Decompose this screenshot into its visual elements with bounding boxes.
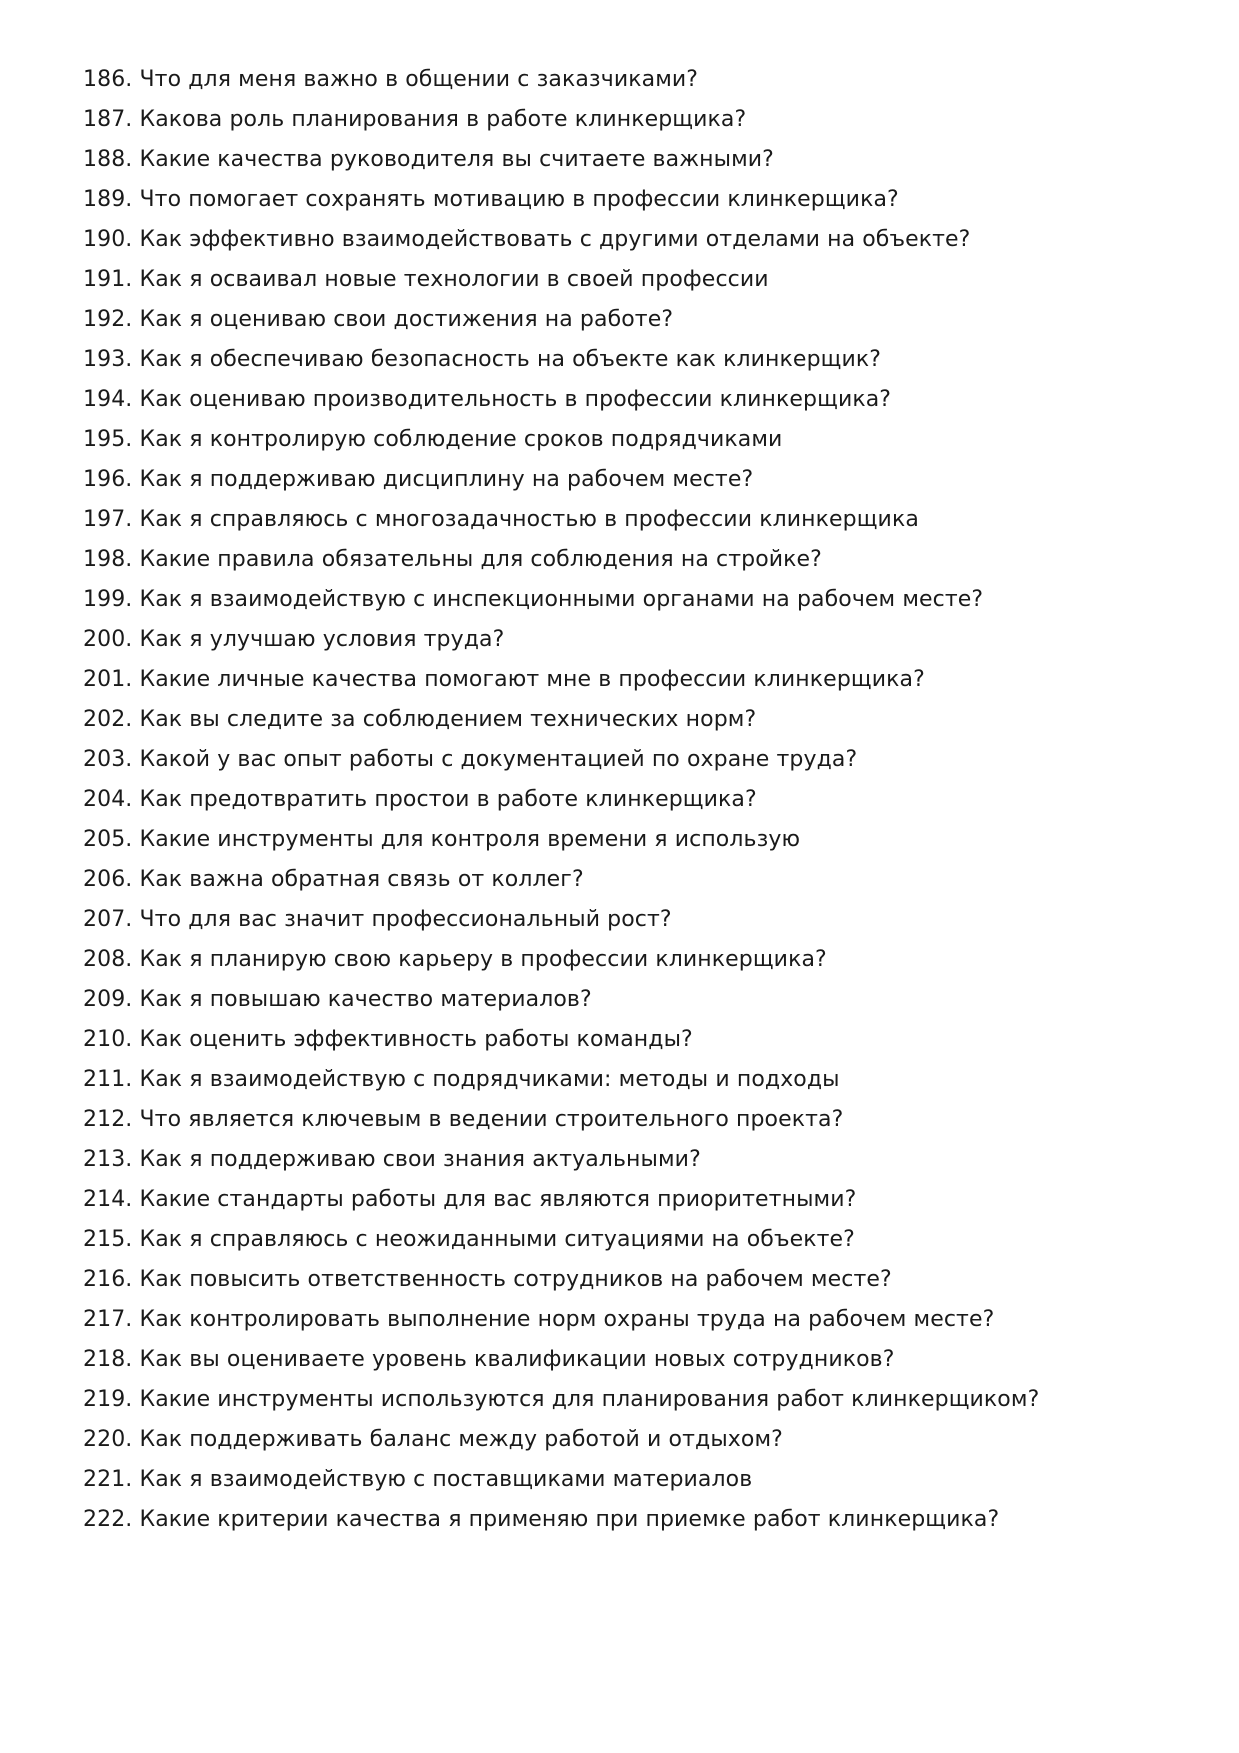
question-number: 193. [83, 347, 133, 372]
question-item [83, 340, 1039, 380]
question-number: 216. [83, 1267, 133, 1292]
question-item [83, 1220, 1039, 1260]
question-text: Как я повышаю качество материалов? [139, 987, 592, 1012]
question-item [83, 100, 1039, 140]
question-item [83, 1420, 1039, 1460]
question-number: 206. [83, 867, 133, 892]
question-text: Какие инструменты используются для планирования работ клинкерщиком? [139, 1387, 1040, 1412]
question-number: 194. [83, 387, 133, 412]
question-item [83, 740, 1039, 780]
question-text: Как поддерживать баланс между работой и отдыхом? [139, 1427, 783, 1452]
question-text: Как я справляюсь с неожиданными ситуациями на объекте? [139, 1227, 855, 1252]
question-number: 219. [83, 1387, 133, 1412]
question-number: 222. [83, 1507, 133, 1532]
question-number: 221. [83, 1467, 133, 1492]
question-number: 208. [83, 947, 133, 972]
question-text: Как эффективно взаимодействовать с другими отделами на объекте? [139, 227, 971, 252]
question-text: Какие критерии качества я применяю при приемке работ клинкерщика? [139, 1507, 1000, 1532]
question-text: Как я контролирую соблюдение сроков подрядчиками [139, 427, 783, 452]
question-text: Как я взаимодействую с инспекционными органами на рабочем месте? [139, 587, 984, 612]
question-item [83, 380, 1039, 420]
question-number: 189. [83, 187, 133, 212]
question-item [83, 700, 1039, 740]
question-item [83, 140, 1039, 180]
question-item [83, 820, 1039, 860]
question-number: 192. [83, 307, 133, 332]
question-item [83, 1380, 1039, 1420]
question-number: 197. [83, 507, 133, 532]
question-text: Что помогает сохранять мотивацию в профессии клинкерщика? [139, 187, 899, 212]
question-text: Как повысить ответственность сотрудников на рабочем месте? [139, 1267, 892, 1292]
question-item [83, 1100, 1039, 1140]
question-item [83, 260, 1039, 300]
question-item [83, 1460, 1039, 1500]
question-text: Как оцениваю производительность в профессии клинкерщика? [139, 387, 892, 412]
question-item [83, 940, 1039, 980]
question-text: Как вы оцениваете уровень квалификации новых сотрудников? [139, 1347, 895, 1372]
question-item [83, 420, 1039, 460]
question-text: Как я взаимодействую с поставщиками материалов [139, 1467, 753, 1492]
question-number: 200. [83, 627, 133, 652]
question-number: 186. [83, 67, 133, 92]
question-item [83, 460, 1039, 500]
question-number: 210. [83, 1027, 133, 1052]
question-number: 202. [83, 707, 133, 732]
question-number: 190. [83, 227, 133, 252]
question-number: 205. [83, 827, 133, 852]
question-number: 187. [83, 107, 133, 132]
question-text: Что является ключевым в ведении строительного проекта? [139, 1107, 844, 1132]
question-number: 188. [83, 147, 133, 172]
question-text: Что для меня важно в общении с заказчиками? [139, 67, 699, 92]
question-item [83, 900, 1039, 940]
question-item [83, 220, 1039, 260]
question-text: Как я поддерживаю дисциплину на рабочем месте? [139, 467, 754, 492]
question-item [83, 660, 1039, 700]
question-text: Как я оцениваю свои достижения на работе? [139, 307, 674, 332]
question-item [83, 980, 1039, 1020]
question-number: 211. [83, 1067, 133, 1092]
question-text: Как важна обратная связь от коллег? [139, 867, 584, 892]
question-item [83, 1260, 1039, 1300]
question-item [83, 580, 1039, 620]
question-item [83, 300, 1039, 340]
question-item [83, 1020, 1039, 1060]
question-item [83, 180, 1039, 220]
question-text: Что для вас значит профессиональный рост? [139, 907, 672, 932]
question-number: 218. [83, 1347, 133, 1372]
question-number: 191. [83, 267, 133, 292]
question-text: Как я обеспечиваю безопасность на объекте как клинкерщик? [139, 347, 882, 372]
question-item [83, 1500, 1039, 1540]
question-text: Как контролировать выполнение норм охраны труда на рабочем месте? [139, 1307, 995, 1332]
question-text: Какие личные качества помогают мне в профессии клинкерщика? [139, 667, 925, 692]
question-text: Как вы следите за соблюдением технических норм? [139, 707, 757, 732]
question-number: 212. [83, 1107, 133, 1132]
question-text: Какова роль планирования в работе клинкерщика? [139, 107, 747, 132]
question-number: 209. [83, 987, 133, 1012]
question-item [83, 500, 1039, 540]
question-text: Как я взаимодействую с подрядчиками: методы и подходы [139, 1067, 840, 1092]
question-number: 207. [83, 907, 133, 932]
question-text: Какие инструменты для контроля времени я использую [139, 827, 801, 852]
question-number: 201. [83, 667, 133, 692]
question-item [83, 1300, 1039, 1340]
question-number: 217. [83, 1307, 133, 1332]
question-number: 199. [83, 587, 133, 612]
question-text: Как я осваивал новые технологии в своей профессии [139, 267, 769, 292]
question-text: Как предотвратить простои в работе клинкерщика? [139, 787, 757, 812]
question-number: 214. [83, 1187, 133, 1212]
question-item [83, 780, 1039, 820]
question-text: Какие качества руководителя вы считаете важными? [139, 147, 774, 172]
question-list [83, 60, 1039, 1540]
question-text: Какие правила обязательны для соблюдения на стройке? [139, 547, 822, 572]
question-number: 213. [83, 1147, 133, 1172]
question-text: Как я улучшаю условия труда? [139, 627, 505, 652]
question-text: Как я планирую свою карьеру в профессии клинкерщика? [139, 947, 827, 972]
question-number: 195. [83, 427, 133, 452]
question-number: 203. [83, 747, 133, 772]
question-text: Как я справляюсь с многозадачностью в профессии клинкерщика [139, 507, 919, 532]
question-item [83, 1140, 1039, 1180]
question-number: 220. [83, 1427, 133, 1452]
question-text: Как оценить эффективность работы команды? [139, 1027, 693, 1052]
question-item [83, 60, 1039, 100]
question-item [83, 1180, 1039, 1220]
question-item [83, 620, 1039, 660]
question-item [83, 540, 1039, 580]
question-item [83, 1340, 1039, 1380]
question-text: Какие стандарты работы для вас являются приоритетными? [139, 1187, 857, 1212]
question-text: Как я поддерживаю свои знания актуальными? [139, 1147, 701, 1172]
question-number: 196. [83, 467, 133, 492]
question-item [83, 860, 1039, 900]
question-number: 215. [83, 1227, 133, 1252]
question-number: 198. [83, 547, 133, 572]
question-number: 204. [83, 787, 133, 812]
question-text: Какой у вас опыт работы с документацией по охране труда? [139, 747, 858, 772]
question-item [83, 1060, 1039, 1100]
